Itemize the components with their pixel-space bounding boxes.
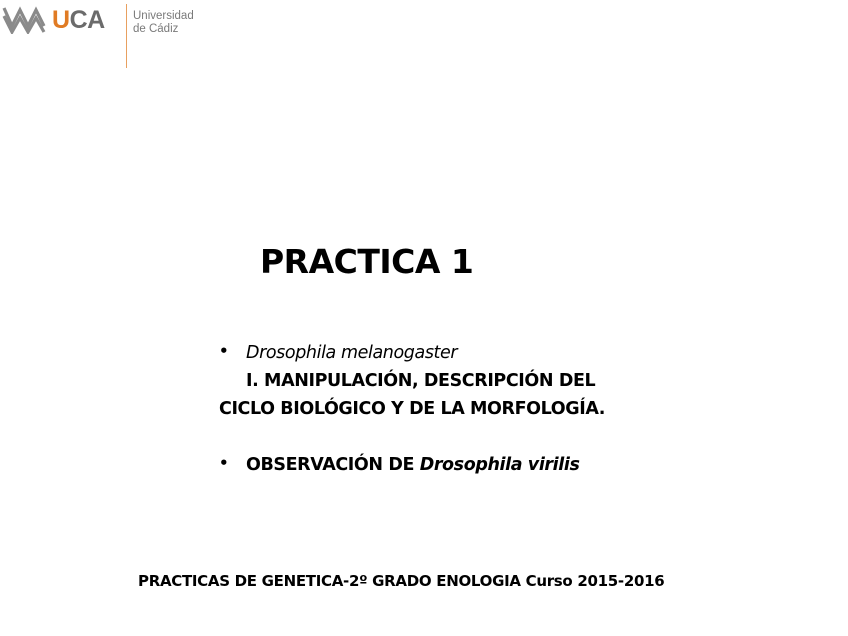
slide-footer: PRACTICAS DE GENETICA-2º GRADO ENOLOGIA Curso 2015-2016 [138, 572, 665, 590]
item-description-line: CICLO BIOLÓGICO Y DE LA MORFOLOGÍA. [219, 399, 606, 419]
bullet-icon [219, 451, 246, 479]
species-name: Drosophila melanogaster [246, 343, 458, 363]
list-item [219, 451, 659, 479]
item-prefix: OBSERVACIÓN DE [246, 455, 420, 475]
item-description-line: I. MANIPULACIÓN, DESCRIPCIÓN DEL [246, 371, 596, 391]
university-logo [0, 0, 230, 72]
logo-divider [126, 4, 127, 68]
slide-body [219, 339, 659, 479]
university-name [133, 10, 194, 35]
bullet-icon [219, 339, 246, 367]
species-name: Drosophila virilis [419, 455, 580, 475]
university-name-line2: de Cádiz [133, 22, 179, 35]
logo-wordmark: UCA [52, 6, 105, 34]
slide-title: PRACTICA 1 [260, 242, 474, 281]
uca-wave-logo-icon [2, 4, 48, 34]
university-name-line1: Universidad [133, 10, 194, 22]
list-item [219, 339, 659, 367]
